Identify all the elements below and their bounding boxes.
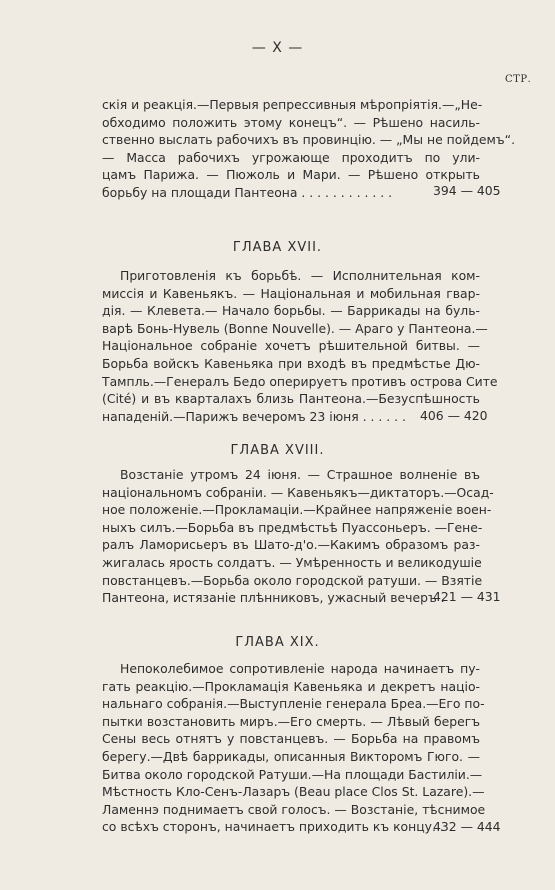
chapter-summary xyxy=(102,660,486,836)
chapter-title: ГЛАВА XVIII. xyxy=(230,443,325,458)
text-line: Ламеннэ поднимаетъ свой голосъ. — Возстаніе, тѣснимое xyxy=(102,801,486,817)
section-continuation xyxy=(102,96,516,202)
text-line: (Cité) и въ кварталахъ близь Пантеона.—Безуспѣшность xyxy=(102,391,480,407)
text-line: дія. — Клевета.— Начало борьбы. — Баррикады на буль- xyxy=(102,303,480,319)
text-line: нападеній.—Парижъ вечеромъ 23 іюня . . . . . . xyxy=(102,408,406,424)
text-line: пытки возстановить миръ.—Его смерть. — Лѣвый берегъ xyxy=(102,713,480,729)
text-line: Пантеона, истязаніе плѣнниковъ, ужасный вечеръ . xyxy=(102,590,445,606)
text-line: миссія и Кавеньякъ. — Національная и мобильная гвар- xyxy=(102,285,480,301)
text-line: нальнаго собранія.—Выступленіе генерала Бреа.—Его по- xyxy=(102,696,485,712)
page-range: 406 — 420 xyxy=(420,408,488,423)
text-line: со всѣхъ сторонъ, начинаетъ приходить къ концу. . xyxy=(102,819,444,835)
chapter-title: ГЛАВА XIX. xyxy=(235,635,320,650)
text-line: скія и реакція.—Первыя репрессивныя мѣропріятія.—„Не- xyxy=(102,97,483,112)
page-range: 421 — 431 xyxy=(433,589,501,604)
chapter-summary xyxy=(102,267,498,425)
text-line: повстанцевъ.—Борьба около городской ратуши. — Взятіе xyxy=(102,572,483,588)
text-line: Борьба войскъ Кавеньяка при входѣ въ предмѣстье Дю- xyxy=(102,355,480,371)
text-line: Непоколебимое сопротивленіе народа начинаетъ пу- xyxy=(120,661,480,676)
text-line: ралъ Ламорисьеръ въ Шато-д'о.—Какимъ образомъ раз- xyxy=(102,537,480,553)
text-line: гать реакцію.—Прокламація Кавеньяка и декретъ націо- xyxy=(102,678,480,694)
page-range: 394 — 405 xyxy=(433,183,501,198)
text-line: обходимо положить этому конецъ“. — Рѣшено насиль- xyxy=(102,114,480,130)
text-line: берегу.—Двѣ баррикады, описанныя Викторомъ Гюго. — xyxy=(102,748,480,764)
text-line: Тампль.—Генералъ Бедо оперируетъ противъ острова Сите xyxy=(102,373,498,389)
text-line: національномъ собраніи. — Кавеньякъ—диктаторъ.—Осад- xyxy=(102,484,494,500)
text-line: Мѣстность Кло-Сенъ-Лазаръ (Beau place Clos St. Lazare).— xyxy=(102,784,485,800)
text-line: варѣ Бонь-Нувель (Bonne Nouvelle). — Араго у Пантеона.— xyxy=(102,320,488,336)
text-line: жигалась ярость солдатъ. — Умѣренность и великодушіе xyxy=(102,554,482,570)
text-line: Національное собраніе хочетъ рѣшительной битвы. — xyxy=(102,338,480,354)
chapter-summary xyxy=(102,466,494,607)
text-line: ное положеніе.—Прокламаціи.—Крайнее напряженіе воен- xyxy=(102,502,492,518)
text-line: Приготовленія къ борьбѣ. — Исполнительная ком- xyxy=(120,268,480,283)
text-line: ственно выслать рабочихъ въ провинцію. — „Мы не пойдемъ“. xyxy=(102,132,516,148)
text-line: борьбу на площади Пантеона . . . . . . . . . . . . xyxy=(102,184,393,200)
page-numeral: — X — xyxy=(251,40,304,56)
text-line: цамъ Парижа. — Пюжоль и Мари. — Рѣшено открыть xyxy=(102,167,480,183)
text-line: ныхъ силъ.—Борьба въ предмѣстьѣ Пуассоньеръ. —Гене- xyxy=(102,519,483,535)
page-column-label: СТР. xyxy=(505,74,532,85)
chapter-title: ГЛАВА XVII. xyxy=(232,240,323,255)
page-range: 432 — 444 xyxy=(433,819,501,834)
text-line: Возстаніе утромъ 24 іюня. — Страшное волненіе въ xyxy=(120,467,480,482)
text-line: Сены весь отнятъ у повстанцевъ. — Борьба на правомъ xyxy=(102,731,480,747)
text-line: Битва около городской Ратуши.—На площади Бастиліи.— xyxy=(102,766,483,782)
text-line: — Масса рабочихъ угрожающе проходитъ по ули- xyxy=(102,149,480,165)
